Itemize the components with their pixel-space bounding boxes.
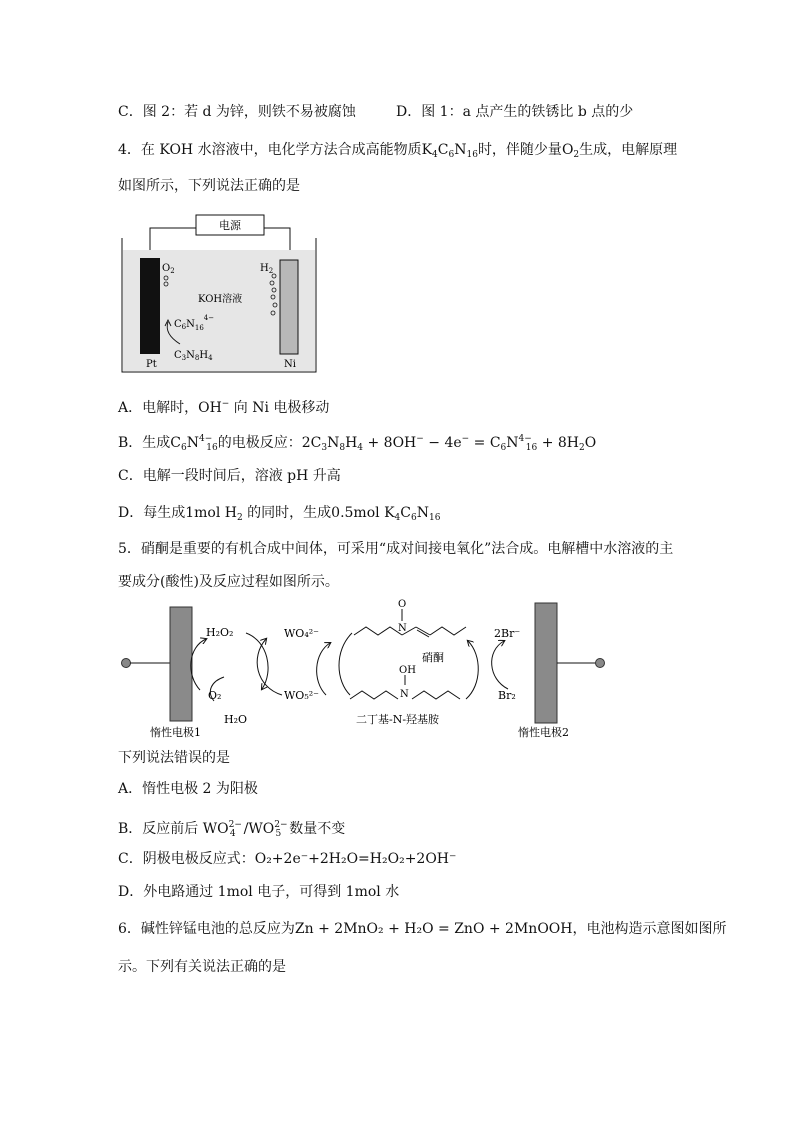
koh-solution-label: KOH溶液 [198,294,243,305]
electrode-1-label: 惰性电极1 [150,726,201,739]
br-minus-label: 2Br⁻ [494,627,521,640]
o2-label-q5: O₂ [208,689,222,702]
q5-option-b: B．反应前后 $WO^{2-}_4$ $/WO^{2-}_5$ 数量不变 [118,820,346,839]
h2o2-label: H₂O₂ [206,626,234,639]
q4-option-a: A．电解时，OH− 向 Ni 电极移动 [118,399,330,416]
q3-option-d: D．图 1：a 点产生的铁锈比 b 点的少 [396,104,634,120]
nitrone-n-atom: N [398,623,407,634]
q5-stem-line2: 要成分(酸性)及反应过程如图所示。 [118,574,339,590]
nitrone-label: 硝酮 [422,651,444,664]
electrode-2-label: 惰性电极2 [518,726,569,739]
q3-option-c: C．图 2：若 d 为锌，则铁不易被腐蚀 [118,104,356,120]
c3n8h4-label: $C_3N_8H_4$ [174,350,213,362]
inert-electrode-2 [535,603,557,723]
q5-option-c: C．阴极电极反应式：O₂+2e⁻+2H₂O=H₂O₂+2OH⁻ [118,851,457,867]
q6-stem-line1: 6．碱性锌锰电池的总反应为Zn + 2MnO₂ + H₂O = ZnO + 2MnOOH，电池构造示意图如图所 [118,921,727,937]
h2-label: $H_2$ [260,263,274,275]
pt-electrode [140,258,160,354]
h2o-label: H₂O [224,713,248,726]
q4-stem-line2: 如图所示，下列说法正确的是 [118,178,300,194]
power-source-label: 电源 [219,219,241,232]
c6n16-label: $C_6N_{16}^{4-}$ [174,314,215,332]
hydroxylamine-n-atom: N [400,689,409,700]
q5-option-a: A．惰性电极 2 为阳极 [118,781,258,797]
wo4-label: WO₄²⁻ [284,627,319,640]
q5-option-d: D．外电路通过 1mol 电子，可得到 1mol 水 [118,884,400,900]
pt-label: Pt [146,359,157,370]
inert-electrode-1 [170,607,192,721]
q4-option-c: C．电解一段时间后，溶液 pH 升高 [118,468,341,484]
q4-option-b: B．生成$C_6N^{4-}_{16}$的电极反应：$2C_3N_8H_4 + 8OH^- - 4e^- = C_6N^{4-}_{16} + 8H_2O$ [118,434,597,453]
q6-stem-line2: 示。下列有关说法正确的是 [118,959,286,975]
hydroxylamine-label: 二丁基-N-羟基胺 [356,713,440,726]
paired-electrooxidation-figure [116,595,616,743]
br2-label: Br₂ [498,689,516,702]
q4-option-d: D．每生成1mol $H_2$ 的同时，生成0.5mol $K_4C_6N_{16}$ [118,505,441,523]
q5-question: 下列说法错误的是 [118,750,230,766]
nitrone-o-atom: O [398,599,407,610]
ni-label: Ni [284,359,296,370]
q4-stem-line1: 4．在 KOH 水溶液中，电化学方法合成高能物质$K_4C_6N_{16}$时，伴随少量$O_2$生成，电解原理 [118,142,678,160]
electrolysis-cell-figure [118,210,328,375]
q5-stem-line1: 5．硝酮是重要的有机合成中间体，可采用“成对间接电氧化”法合成。电解槽中水溶液的主 [118,541,674,557]
hydroxylamine-oh: OH [399,665,416,676]
ni-electrode [280,260,298,354]
wo5-label: WO₅²⁻ [284,689,319,702]
o2-label: $O_2$ [162,263,175,275]
